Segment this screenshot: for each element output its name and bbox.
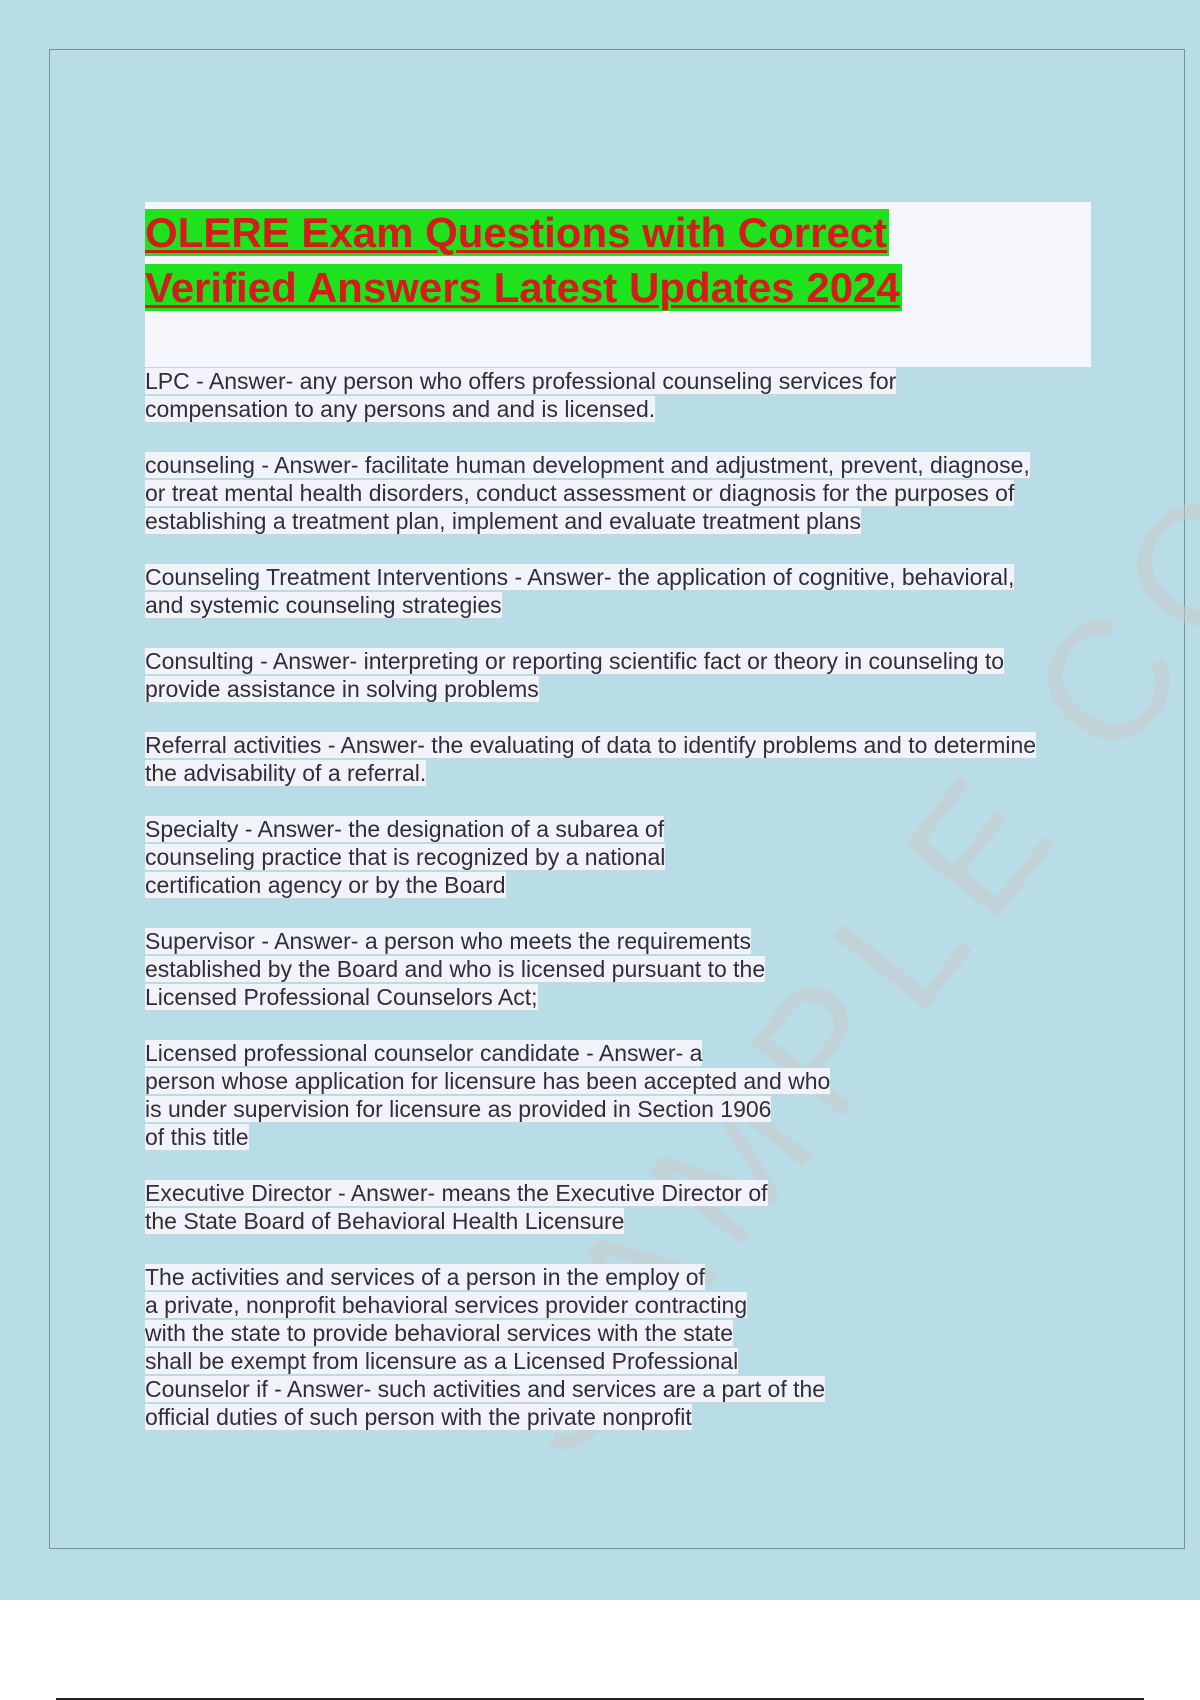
document-title	[145, 205, 902, 315]
qa-entry	[145, 451, 1105, 535]
entry-line: and systemic counseling strategies	[145, 592, 502, 618]
entry-line: Supervisor - Answer- a person who meets the requirements	[145, 928, 751, 954]
entry-line: provide assistance in solving problems	[145, 676, 539, 702]
entry-line: person whose application for licensure has been accepted and who	[145, 1068, 831, 1094]
entry-line: shall be exempt from licensure as a Licensed Professional	[145, 1348, 739, 1374]
qa-entry	[145, 731, 1105, 787]
entry-line: compensation to any persons and and is licensed.	[145, 396, 656, 422]
entry-line: Specialty - Answer- the designation of a subarea of	[145, 816, 665, 842]
entry-line: a private, nonprofit behavioral services provider contracting	[145, 1292, 748, 1318]
entry-line: counseling practice that is recognized by a national	[145, 844, 666, 870]
entry-line: or treat mental health disorders, conduct assessment or diagnosis for the purposes of	[145, 480, 1015, 506]
entry-line: Licensed Professional Counselors Act;	[145, 984, 538, 1010]
entry-line: official duties of such person with the private nonprofit	[145, 1404, 692, 1430]
qa-entries	[145, 367, 1105, 1459]
entry-line: is under supervision for licensure as provided in Section 1906	[145, 1096, 772, 1122]
qa-entry	[145, 367, 1105, 423]
entry-line: Consulting - Answer- interpreting or reporting scientific fact or theory in counseling to	[145, 648, 1005, 674]
qa-entry	[145, 647, 1105, 703]
qa-entry	[145, 1263, 1105, 1431]
entry-line: of this title	[145, 1124, 249, 1150]
qa-entry	[145, 1179, 1105, 1235]
entry-line: The activities and services of a person in the employ of	[145, 1264, 705, 1290]
entry-line: the advisability of a referral.	[145, 760, 427, 786]
qa-entry	[145, 563, 1105, 619]
entry-line: certification agency or by the Board	[145, 872, 506, 898]
entry-line: established by the Board and who is licensed pursuant to the	[145, 956, 766, 982]
entry-line: Executive Director - Answer- means the Executive Director of	[145, 1180, 768, 1206]
qa-entry	[145, 1039, 1105, 1151]
entry-line: Referral activities - Answer- the evaluating of data to identify problems and to determine	[145, 732, 1037, 758]
qa-entry	[145, 927, 1105, 1011]
title-line-1: OLERE Exam Questions with Correct	[145, 209, 888, 256]
entry-line: LPC - Answer- any person who offers professional counseling services for	[145, 368, 897, 394]
entry-line: the State Board of Behavioral Health Licensure	[145, 1208, 625, 1234]
title-box	[145, 202, 1091, 367]
entry-line: with the state to provide behavioral services with the state	[145, 1320, 734, 1346]
entry-line: Counselor if - Answer- such activities and services are a part of the	[145, 1376, 826, 1402]
entry-line: Counseling Treatment Interventions - Answer- the application of cognitive, behavioral,	[145, 564, 1015, 590]
entry-line: Licensed professional counselor candidate - Answer- a	[145, 1040, 703, 1066]
entry-line: counseling - Answer- facilitate human development and adjustment, prevent, diagnose,	[145, 452, 1030, 478]
title-line-2: Verified Answers Latest Updates 2024	[145, 264, 900, 311]
entry-line: establishing a treatment plan, implement and evaluate treatment plans	[145, 508, 861, 534]
qa-entry	[145, 815, 1105, 899]
